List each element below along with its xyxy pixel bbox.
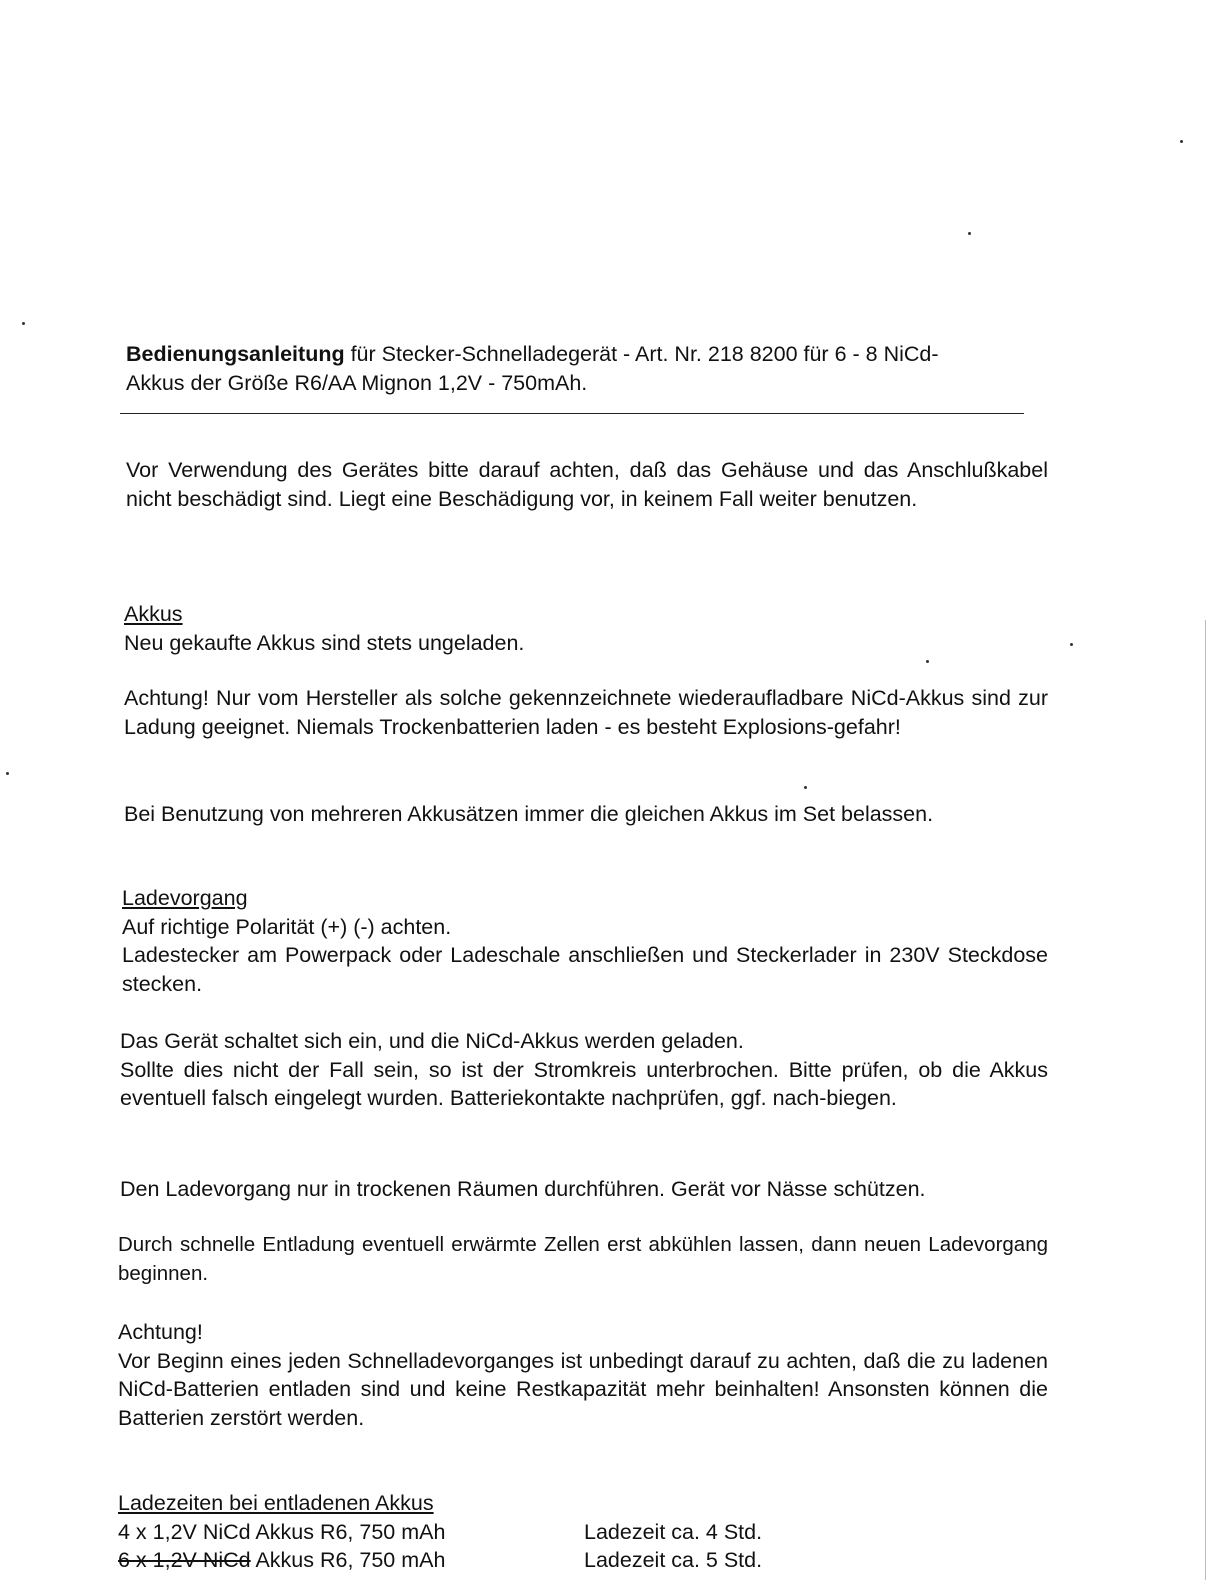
akkus-paragraph-2: Achtung! Nur vom Hersteller als solche gekennzeichnete wiederaufladbare NiCd-Akkus sind zur Ladung geeignet. Niemals Trockenbatterien laden - es besteht Explosions-gefahr!	[124, 686, 1048, 739]
header-rule-dashed	[690, 413, 1024, 414]
intro-paragraph: Vor Verwendung des Gerätes bitte darauf achten, daß das Gehäuse und das Anschlußkabel nicht beschädigt sind. Liegt eine Beschädigung vor, in keinem Fall weiter benutzen.	[126, 458, 1048, 511]
scan-speck	[22, 322, 25, 325]
charge-row	[118, 1546, 1048, 1575]
ladevorgang-paragraph-4: Durch schnelle Entladung eventuell erwärmte Zellen erst abkühlen lassen, dann neuen Ladevorgang beginnen.	[118, 1233, 1048, 1285]
scan-speck	[804, 786, 807, 789]
ladevorgang-line-1: Auf richtige Polarität (+) (-) achten.	[122, 914, 452, 939]
akkus-paragraph-3: Bei Benutzung von mehreren Akkusätzen immer die gleichen Akkus im Set belassen.	[124, 802, 934, 826]
charge-row-akku: 6 x 1,2V NiCd Akkus R6, 750 mAh	[118, 1548, 446, 1572]
warning-text: Vor Beginn eines jeden Schnelladevorganges ist unbedingt darauf zu achten, daß die zu ladenen NiCd-Batterien entladen sind und keine Restkapazität mehr beinhalten! Ansonsten können die Batterien zerstört werden.	[118, 1348, 1048, 1430]
akkus-paragraph-1: Neu gekaufte Akkus sind stets ungeladen.	[124, 630, 525, 655]
section-heading-ladezeiten: Ladezeiten bei entladenen Akkus	[118, 1491, 434, 1515]
charge-row-time: Ladezeit ca. 5 Std.	[584, 1548, 763, 1572]
scan-speck	[968, 232, 971, 235]
charge-row	[118, 1518, 1048, 1547]
section-ladevorgang	[122, 884, 1048, 998]
document-title: Bedienungsanleitung für Stecker-Schnelladegerät - Art. Nr. 218 8200 für 6 - 8 NiCd- Akkus der Größe R6/AA Mignon 1,2V - 750mAh.	[126, 342, 939, 395]
ladevorgang-paragraph-2: Das Gerät schaltet sich ein, und die NiCd-Akkus werden geladen. Sollte dies nicht der Fall sein, so ist der Stromkreis unterbrochen. Bitte prüfen, ob die Akkus eventuell falsch eingelegt wurden. Batteriekontakte nachprüfen, ggf. nach-biegen.	[120, 1029, 1048, 1110]
scan-speck	[1180, 140, 1183, 143]
ladevorgang-paragraph-3: Den Ladevorgang nur in trockenen Räumen durchführen. Gerät vor Nässe schützen.	[120, 1177, 926, 1201]
scan-edge-line	[1205, 620, 1206, 1580]
section-ladezeiten	[118, 1489, 1048, 1575]
warning-block	[118, 1318, 1048, 1432]
ladevorgang-line-2: Ladestecker am Powerpack oder Ladeschale anschließen und Steckerlader in 230V Steckdose stecken.	[122, 943, 1048, 996]
scan-speck	[6, 772, 9, 775]
charge-row-akku: 4 x 1,2V NiCd Akkus R6, 750 mAh	[118, 1519, 446, 1544]
scan-speck	[1070, 643, 1073, 646]
charge-row-time: Ladezeit ca. 4 Std.	[584, 1519, 763, 1544]
section-heading-ladevorgang: Ladevorgang	[122, 886, 248, 910]
section-heading-akkus: Akkus	[124, 602, 183, 626]
section-akkus	[124, 600, 1048, 657]
scan-speck	[926, 660, 929, 663]
warning-title: Achtung!	[118, 1320, 203, 1344]
